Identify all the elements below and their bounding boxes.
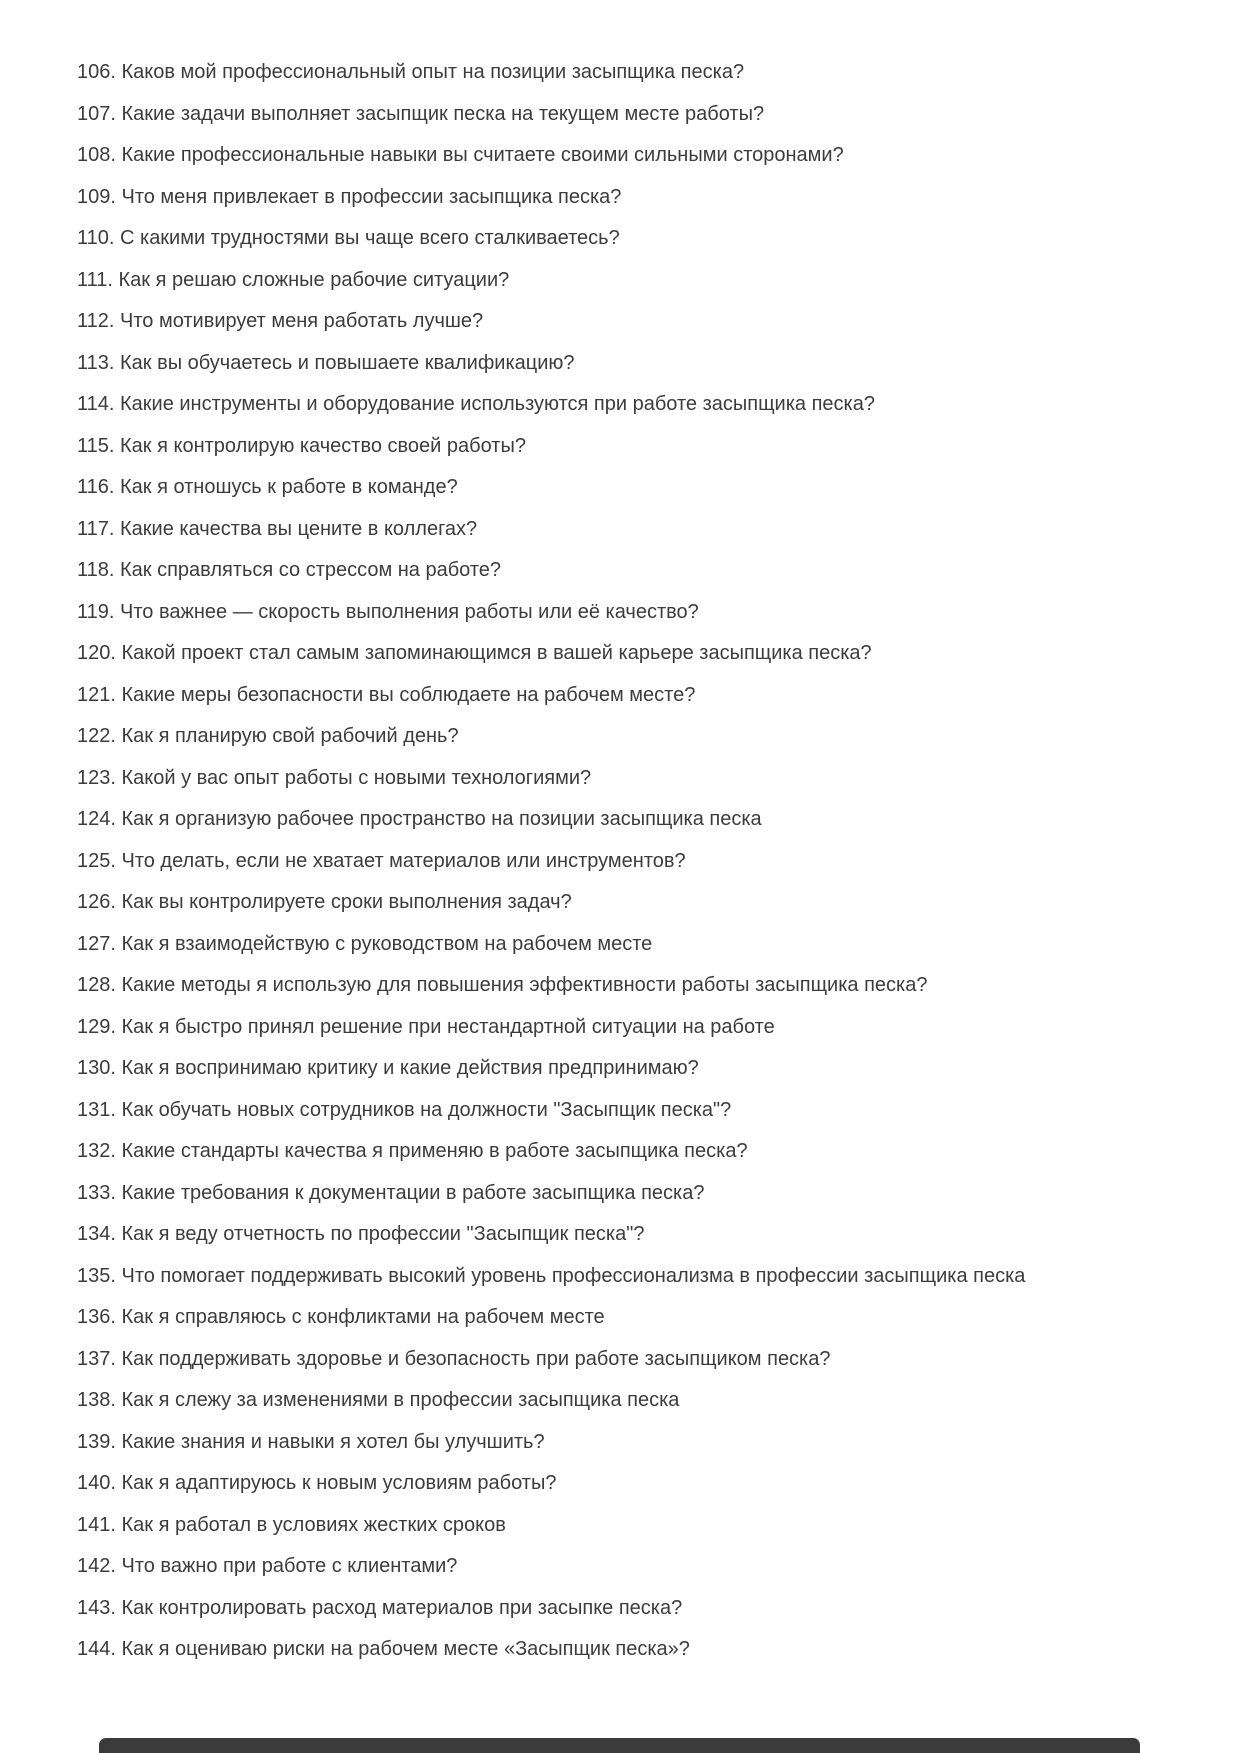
list-item: 134. Как я веду отчетность по профессии "Засыпщик песка"? [77, 1223, 645, 1245]
list-item: 116. Как я отношусь к работе в команде? [77, 476, 458, 498]
list-item: 114. Какие инструменты и оборудование используются при работе засыпщика песка? [77, 393, 875, 415]
list-item: 120. Какой проект стал самым запоминающимся в вашей карьере засыпщика песка? [77, 642, 872, 664]
list-item: 110. С какими трудностями вы чаще всего сталкиваетесь? [77, 227, 620, 249]
list-item: 139. Какие знания и навыки я хотел бы улучшить? [77, 1430, 545, 1453]
list-item: 129. Как я быстро принял решение при нестандартной ситуации на работе [77, 1015, 775, 1038]
list-item: 142. Что важно при работе с клиентами? [77, 1555, 458, 1577]
list-item: 121. Какие меры безопасности вы соблюдаете на рабочем месте? [77, 683, 696, 706]
list-item: 127. Как я взаимодействую с руководством на рабочем месте [77, 932, 653, 955]
list-item: 106. Каков мой профессиональный опыт на позиции засыпщика песка? [77, 61, 745, 83]
list-item: 141. Как я работал в условиях жестких сроков [77, 1513, 506, 1536]
list-item: 112. Что мотивирует меня работать лучше? [77, 310, 484, 332]
list-item: 144. Как я оцениваю риски на рабочем месте «Засыпщик песка»? [77, 1638, 690, 1660]
list-item: 143. Как контролировать расход материалов при засыпке песка? [77, 1596, 683, 1619]
list-item: 125. Что делать, если не хватает материалов или инструментов? [77, 849, 686, 872]
list-item: 111. Как я решаю сложные рабочие ситуации? [77, 268, 510, 291]
list-item: 107. Какие задачи выполняет засыпщик песка на текущем месте работы? [77, 102, 765, 125]
list-item: 132. Какие стандарты качества я применяю в работе засыпщика песка? [77, 1140, 748, 1162]
list-item: 128. Какие методы я использую для повышения эффективности работы засыпщика песка? [77, 974, 928, 996]
list-item: 126. Как вы контролируете сроки выполнения задач? [77, 891, 572, 913]
list-item: 122. Как я планирую свой рабочий день? [77, 725, 459, 747]
list-item: 113. Как вы обучаетесь и повышаете квалификацию? [77, 351, 575, 374]
list-item: 138. Как я слежу за изменениями в профессии засыпщика песка [77, 1389, 680, 1411]
list-item: 136. Как я справляюсь с конфликтами на рабочем месте [77, 1306, 605, 1328]
list-item: 115. Как я контролирую качество своей работы? [77, 434, 526, 457]
question-list [77, 52, 1029, 1671]
list-item: 119. Что важнее — скорость выполнения работы или её качество? [77, 600, 699, 623]
list-item: 123. Какой у вас опыт работы с новыми технологиями? [77, 766, 592, 789]
list-item: 108. Какие профессиональные навыки вы считаете своими сильными сторонами? [77, 144, 844, 166]
list-item: 130. Как я воспринимаю критику и какие действия предпринимаю? [77, 1057, 699, 1079]
list-item: 109. Что меня привлекает в профессии засыпщика песка? [77, 185, 622, 208]
list-item: 118. Как справляться со стрессом на работе? [77, 559, 502, 581]
list-item: 137. Как поддерживать здоровье и безопасность при работе засыпщиком песка? [77, 1347, 831, 1370]
list-item: 133. Какие требования к документации в работе засыпщика песка? [77, 1181, 705, 1204]
bottom-bar [99, 1738, 1140, 1753]
list-item: 140. Как я адаптируюсь к новым условиям работы? [77, 1472, 557, 1494]
list-item: 124. Как я организую рабочее пространство на позиции засыпщика песка [77, 808, 762, 830]
list-item: 117. Какие качества вы цените в коллегах? [77, 517, 478, 540]
list-item: 131. Как обучать новых сотрудников на должности "Засыпщик песка"? [77, 1098, 732, 1121]
list-item: 135. Что помогает поддерживать высокий уровень профессионализма в профессии засыпщика песка [77, 1264, 1026, 1287]
